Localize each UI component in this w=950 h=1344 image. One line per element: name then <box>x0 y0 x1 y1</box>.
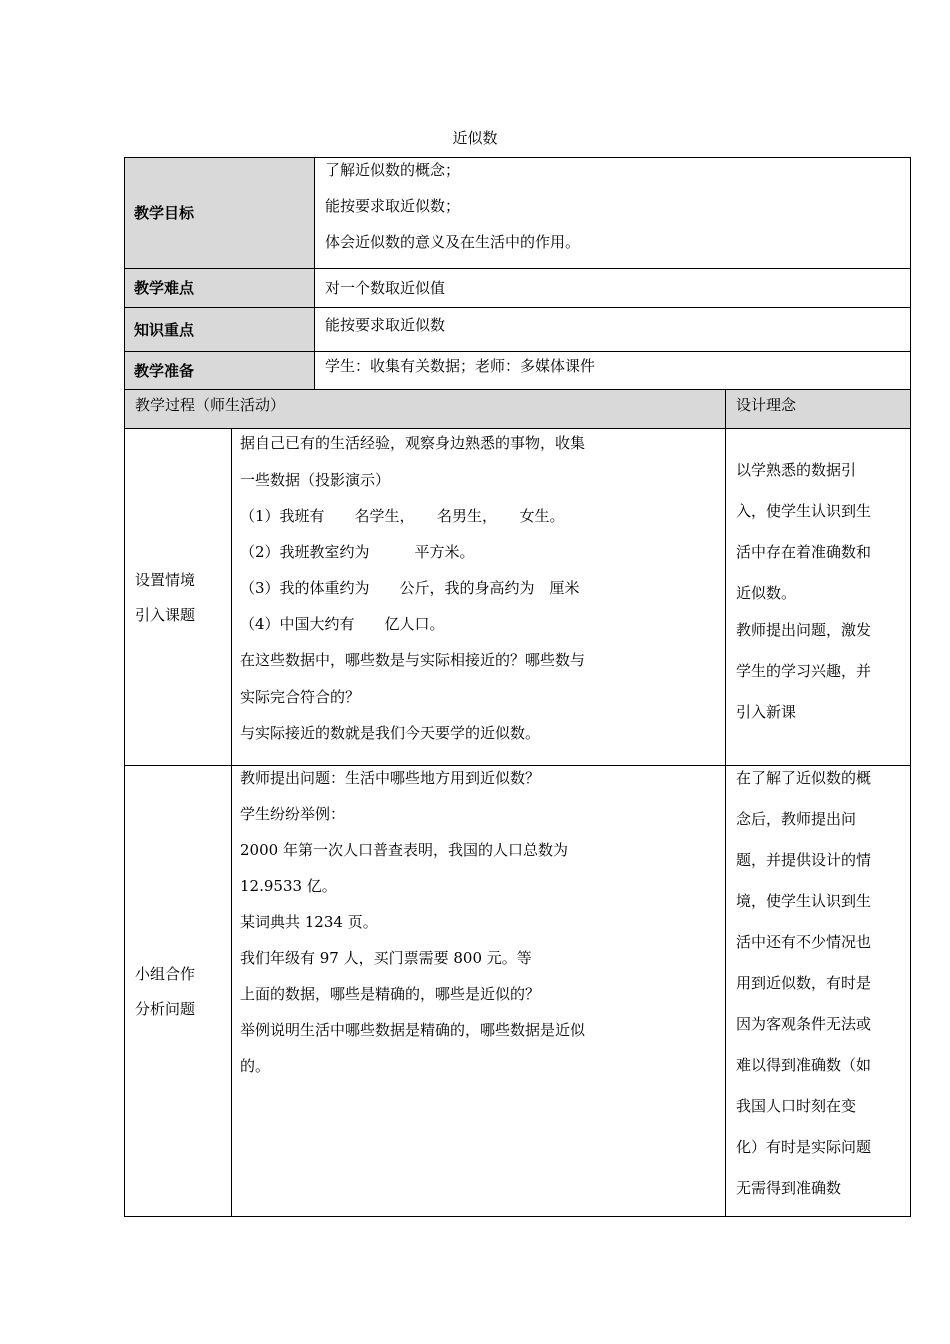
process-header-left: 教学过程（师生活动） <box>125 390 726 429</box>
section-intro-idea <box>726 429 911 766</box>
group-idea-line-5: 活中还有不少情况也 <box>736 933 872 951</box>
process-header-right: 设计理念 <box>726 390 911 429</box>
intro-content-line-8: 实际完合符合的？ <box>240 688 361 706</box>
intro-content-line-9: 与实际接近的数就是我们今天要学的近似数。 <box>240 724 541 742</box>
section-group-name-line-2: 分析问题 <box>135 999 196 1018</box>
group-idea-line-8: 难以得到准确数（如 <box>736 1056 872 1074</box>
intro-content-line-3: （1）我班有 名学生， 名男生， 女生。 <box>240 507 565 525</box>
preparation-content: 学生：收集有关数据；老师：多媒体课件 <box>315 352 911 390</box>
label-teaching-difficulty: 教学难点 <box>125 269 315 308</box>
group-content-line-9: 的。 <box>240 1057 271 1075</box>
section-group-name-line-1: 小组合作 <box>135 964 196 983</box>
label-teaching-goals: 教学目标 <box>125 158 315 269</box>
goal-line-2: 能按要求取近似数； <box>325 197 461 215</box>
section-intro-name-line-1: 设置情境 <box>135 570 196 589</box>
section-group-name <box>125 766 232 1217</box>
group-content-line-1: 教师提出问题：生活中哪些地方用到近似数？ <box>240 769 541 787</box>
section-intro-name <box>125 429 232 766</box>
row-teaching-goals <box>125 158 911 269</box>
teaching-difficulty-content: 对一个数取近似值 <box>315 269 911 308</box>
group-content-line-3: 2000 年第一次人口普查表明，我国的人口总数为 <box>240 841 568 859</box>
group-idea-line-1: 在了解了近似数的概 <box>736 769 872 787</box>
document-title: 近似数 <box>452 129 498 147</box>
intro-idea-line-4: 近似数。 <box>736 584 797 602</box>
row-section-group <box>125 766 911 1217</box>
intro-content-line-1: 据自己已有的生活经验，观察身边熟悉的事物，收集 <box>240 434 586 452</box>
label-preparation: 教学准备 <box>125 352 315 390</box>
group-idea-line-6: 用到近似数，有时是 <box>736 974 872 992</box>
group-content-line-6: 我们年级有 97 人，买门票需要 800 元。等 <box>240 949 532 967</box>
intro-idea-line-5: 教师提出问题，激发 <box>736 621 872 639</box>
intro-content-line-5: （3）我的体重约为 公斤，我的身高约为 厘米 <box>240 579 580 597</box>
lesson-plan-table <box>124 157 911 1217</box>
intro-idea-line-3: 活中存在着准确数和 <box>736 543 872 561</box>
intro-content-line-4: （2）我班教室约为 平方米。 <box>240 543 475 561</box>
intro-idea-line-2: 入，使学生认识到生 <box>736 502 872 520</box>
row-key-point <box>125 308 911 352</box>
label-key-point: 知识重点 <box>125 308 315 352</box>
group-content-line-8: 举例说明生活中哪些数据是精确的，哪些数据是近似 <box>240 1021 586 1039</box>
teaching-goals-content <box>315 158 911 269</box>
intro-idea-line-6: 学生的学习兴趣，并 <box>736 662 872 680</box>
row-section-intro <box>125 429 911 766</box>
group-idea-line-7: 因为客观条件无法或 <box>736 1015 872 1033</box>
row-preparation <box>125 352 911 390</box>
group-idea-line-3: 题，并提供设计的情 <box>736 851 872 869</box>
section-group-idea <box>726 766 911 1217</box>
intro-content-line-2: 一些数据（投影演示） <box>240 471 391 489</box>
row-teaching-difficulty <box>125 269 911 308</box>
intro-content-line-6: （4）中国大约有 亿人口。 <box>240 615 445 633</box>
group-content-line-2: 学生纷纷举例： <box>240 805 346 823</box>
group-idea-line-11: 无需得到准确数 <box>736 1179 842 1197</box>
group-idea-line-4: 境，使学生认识到生 <box>736 892 872 910</box>
group-idea-line-10: 化）有时是实际问题 <box>736 1138 872 1156</box>
goal-line-1: 了解近似数的概念； <box>325 161 461 179</box>
group-content-line-5: 某词典共 1234 页。 <box>240 913 378 931</box>
key-point-content: 能按要求取近似数 <box>315 308 911 352</box>
group-idea-line-9: 我国人口时刻在变 <box>736 1097 857 1115</box>
intro-content-line-7: 在这些数据中，哪些数是与实际相接近的？哪些数与 <box>240 651 586 669</box>
group-content-line-4: 12.9533 亿。 <box>240 877 337 895</box>
section-intro-name-line-2: 引入课题 <box>135 605 196 624</box>
row-process-header <box>125 390 911 429</box>
group-idea-line-2: 念后，教师提出问 <box>736 810 857 828</box>
intro-idea-line-7: 引入新课 <box>736 703 797 721</box>
section-intro-content <box>232 429 726 766</box>
group-content-line-7: 上面的数据，哪些是精确的，哪些是近似的？ <box>240 985 541 1003</box>
goal-line-3: 体会近似数的意义及在生活中的作用。 <box>325 233 581 251</box>
intro-idea-line-1: 以学熟悉的数据引 <box>736 461 857 479</box>
section-group-content <box>232 766 726 1217</box>
